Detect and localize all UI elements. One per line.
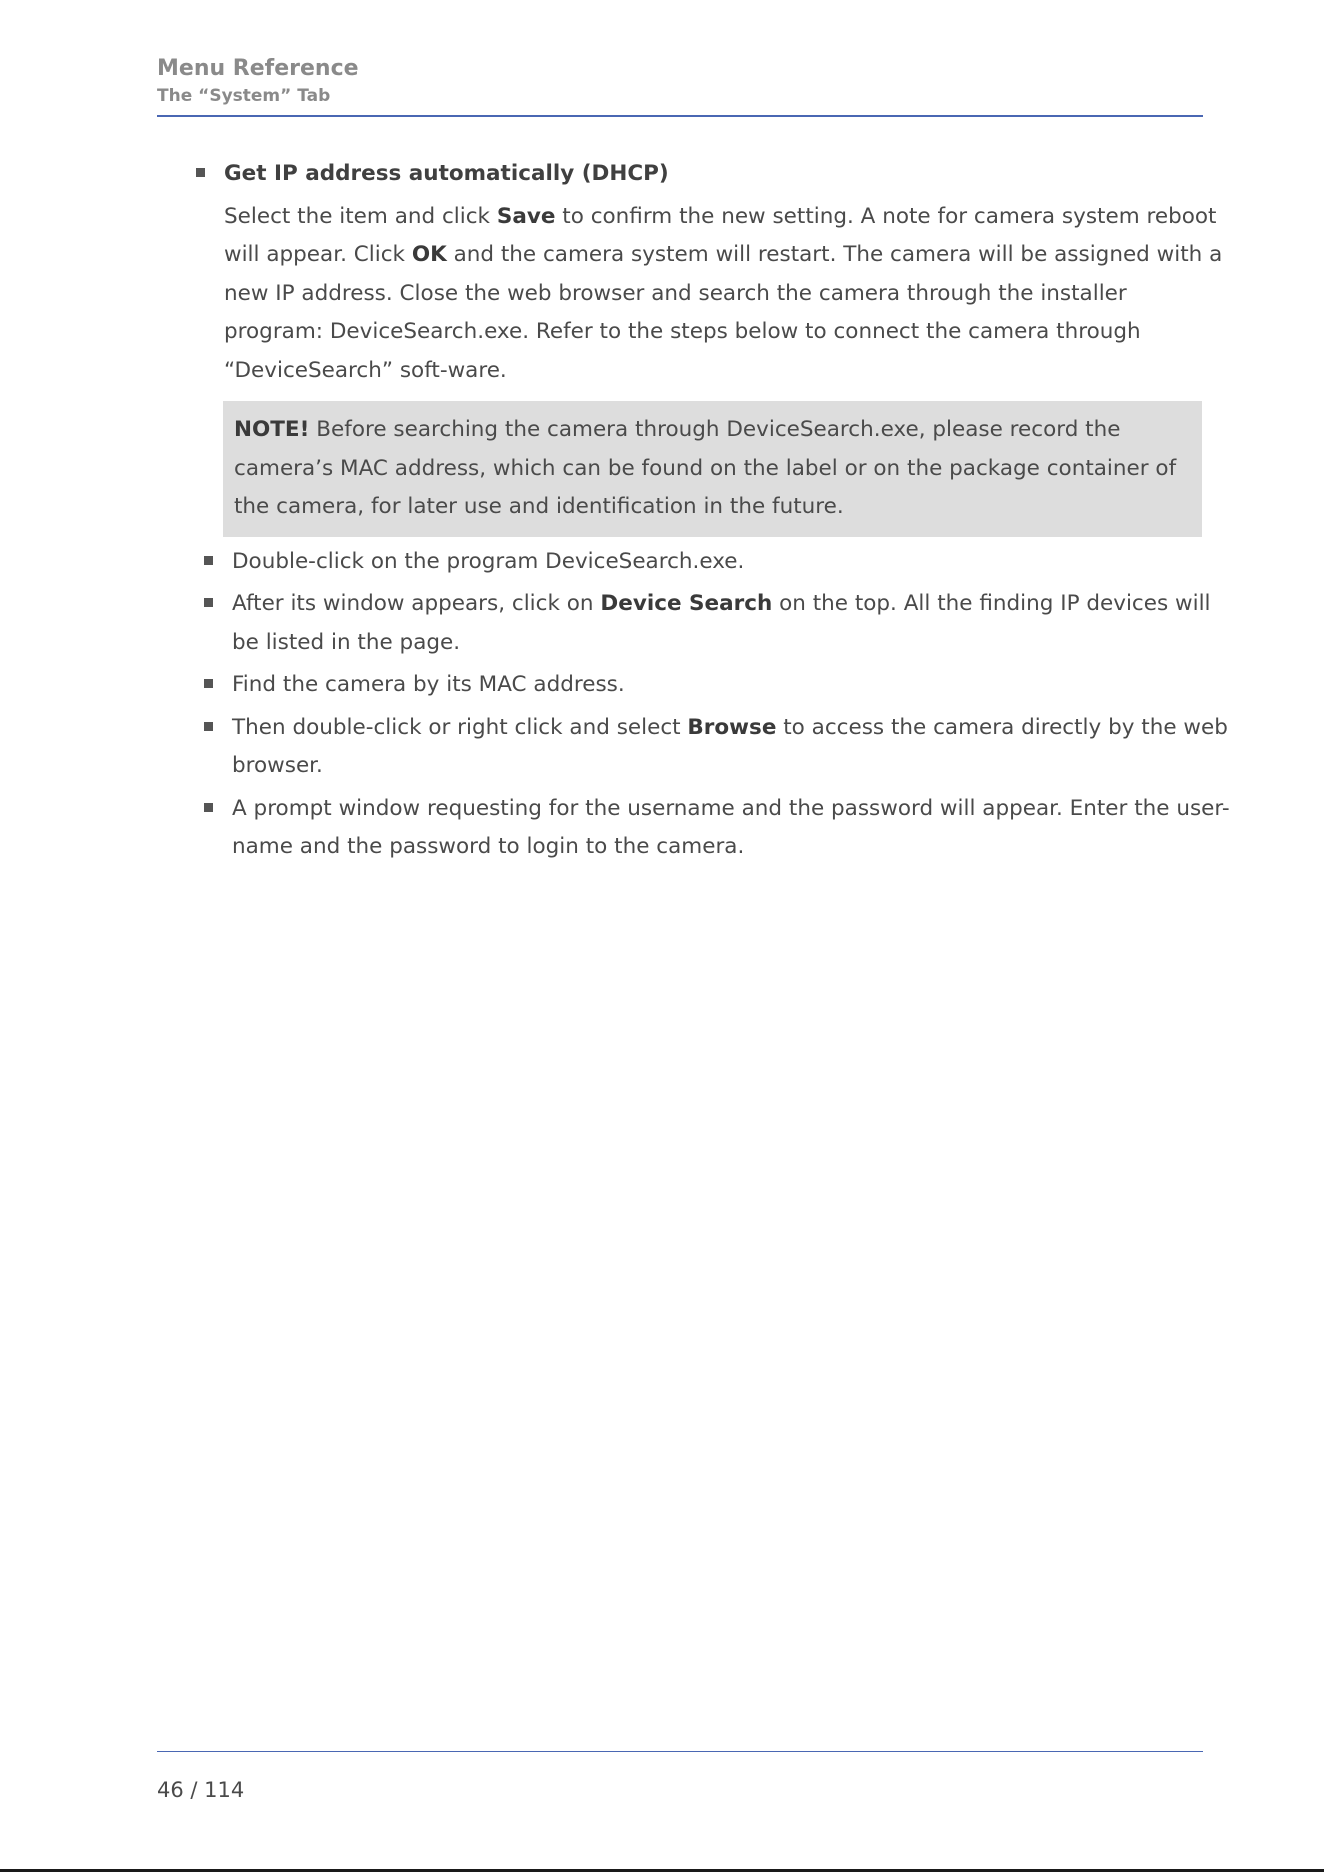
note-text: Before searching the camera through DeviceSearch.exe, please record the camera’s MAC address, which can be found on the label or on the package container of the camera, for later use and identification in the future.	[234, 417, 1177, 519]
bullet-square-icon	[204, 598, 213, 607]
para-text-1: Select the item and click	[224, 203, 497, 229]
header-subtitle: The “System” Tab	[157, 86, 331, 106]
list-item	[157, 790, 1232, 867]
footer-divider	[157, 1751, 1203, 1752]
para-text-3: and the camera system will restart. The camera will be assigned with a new IP address. Close the web browser and search the camera through the installer program: DeviceSearch.exe. Refer to the steps below to connect the camera through “DeviceSearch” soft-ware.	[224, 242, 1223, 383]
header-divider	[157, 115, 1203, 117]
list-item	[157, 543, 1232, 582]
step-text: to access the camera directly by the web browser.	[232, 714, 1228, 778]
step-bold-browse: Browse	[687, 714, 777, 740]
bullet-square-icon	[204, 803, 213, 812]
list-item	[157, 585, 1232, 662]
list-item	[157, 709, 1232, 786]
bullet-square-icon	[196, 168, 205, 177]
note-label: NOTE!	[234, 417, 310, 442]
para-bold-ok: OK	[411, 242, 447, 267]
step-text: After its window appears, click on	[232, 591, 601, 616]
section-heading	[157, 155, 1227, 194]
page-content	[157, 155, 1230, 871]
step-text: Double-click on the program DeviceSearch.exe.	[232, 548, 745, 574]
page-header	[157, 54, 1203, 108]
step-bold-device-search: Device Search	[600, 591, 773, 616]
para-bold-save: Save	[496, 203, 556, 229]
steps-list	[157, 543, 1230, 867]
list-item	[157, 666, 1232, 705]
section-title: Get IP address automatically (DHCP)	[224, 161, 669, 186]
step-text: on the top. All the finding IP devices will be listed in the page.	[232, 591, 1211, 655]
page-number: 46 / 114	[157, 1778, 245, 1802]
step-text: A prompt window requesting for the username and the password will appear. Enter the user-name and the password to login to the camera.	[232, 795, 1230, 859]
bullet-square-icon	[204, 556, 213, 565]
para-text-2: to confirm the new setting. A note for camera system reboot will appear. Click	[224, 203, 1217, 267]
step-text: Find the camera by its MAC address.	[232, 672, 625, 697]
bullet-square-icon	[204, 722, 213, 731]
note-box	[223, 401, 1202, 537]
section-paragraph	[157, 198, 1227, 391]
step-text: Then double-click or right click and select	[232, 714, 688, 740]
header-title: Menu Reference	[157, 56, 359, 81]
bullet-square-icon	[204, 679, 213, 688]
